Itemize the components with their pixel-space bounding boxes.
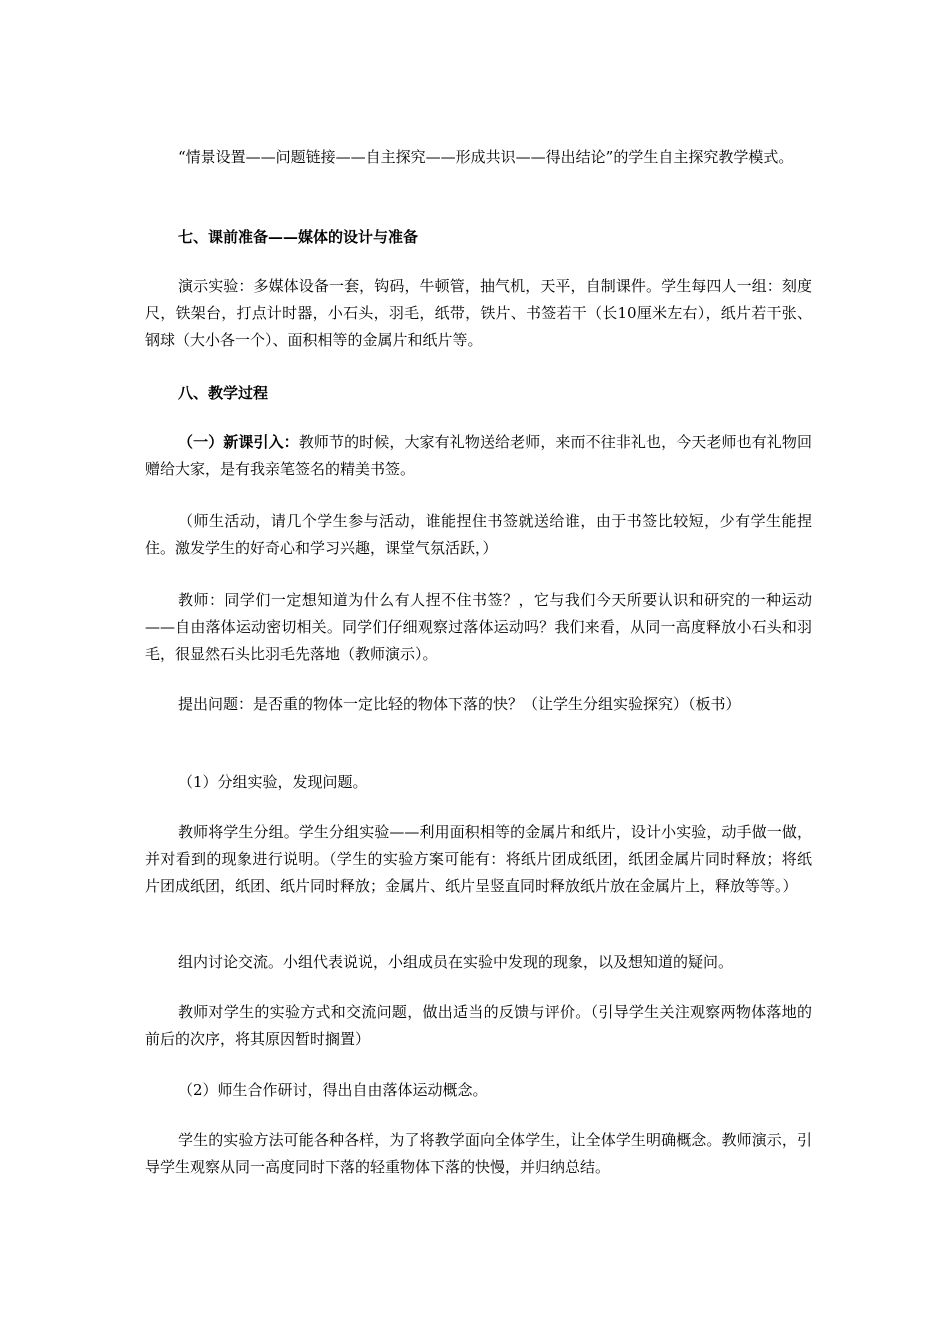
heading-section-7: 七、课前准备——媒体的设计与准备 [178,228,419,246]
introduction-text: 教师节的时候，大家有礼物送给老师，来而不往非礼也，今天老师也有礼物回赠给大家，是有我亲笔签名的精美书签。 [145,433,812,478]
paragraph-demonstration: 学生的实验方法可能各种各样，为了将教学面向全体学生，让全体学生明确概念。教师演示，引导学生观察从同一高度同时下落的轻重物体下落的快慢，并归纳总结。 [145,1131,812,1176]
paragraph-materials: 演示实验：多媒体设备一套，钩码，牛顿管，抽气机，天平，自制课件。学生每四人一组：刻度尺，铁架台，打点计时器，小石头，羽毛，纸带，铁片、书签若干（长10厘米左右），纸片若干张、钢球（大小各一个）、面积相等的金属片和纸片等。 [145,277,812,349]
paragraph-teacher-feedback: 教师对学生的实验方式和交流问题，做出适当的反馈与评价。（引导学生关注观察两物体落地的前后的次序，将其原因暂时搁置） [145,1003,812,1048]
heading-section-8: 八、教学过程 [178,384,269,402]
paragraph-introduction [145,429,812,483]
paragraph-step-2: （2）师生合作研讨，得出自由落体运动概念。 [178,1081,488,1099]
paragraph-pose-problem: 提出问题：是否重的物体一定比轻的物体下落的快？（让学生分组实验探究）（板书） [178,695,741,713]
paragraph-group-experiment: 教师将学生分组。学生分组实验——利用面积相等的金属片和纸片，设计小实验，动手做一做，并对看到的现象进行说明。（学生的实验方案可能有：将纸片团成纸团，纸团金属片同时释放；将纸片团成纸团，纸团、纸片同时释放；金属片、纸片呈竖直同时释放纸片放在金属片上，释放等等。） [145,823,812,895]
introduction-lead: （一）新课引入： [178,433,299,451]
paragraph-step-1: （1）分组实验，发现问题。 [178,773,368,791]
paragraph-activity: （师生活动，请几个学生参与活动，谁能捏住书签就送给谁，由于书签比较短，少有学生能捏住。激发学生的好奇心和学习兴趣，课堂气氛活跃，） [145,512,812,557]
paragraph-teacher-question: 教师：同学们一定想知道为什么有人捏不住书签？，它与我们今天所要认识和研究的一种运动——自由落体运动密切相关。同学们仔细观察过落体运动吗？我们来看，从同一高度释放小石头和羽毛，很显然石头比羽毛先落地（教师演示）。 [145,591,812,663]
paragraph-group-discussion: 组内讨论交流。小组代表说说，小组成员在实验中发现的现象，以及想知道的疑问。 [178,953,734,971]
paragraph-teaching-mode: “情景设置——问题链接——自主探究——形成共识——得出结论”的学生自主探究教学模式。 [178,148,794,166]
